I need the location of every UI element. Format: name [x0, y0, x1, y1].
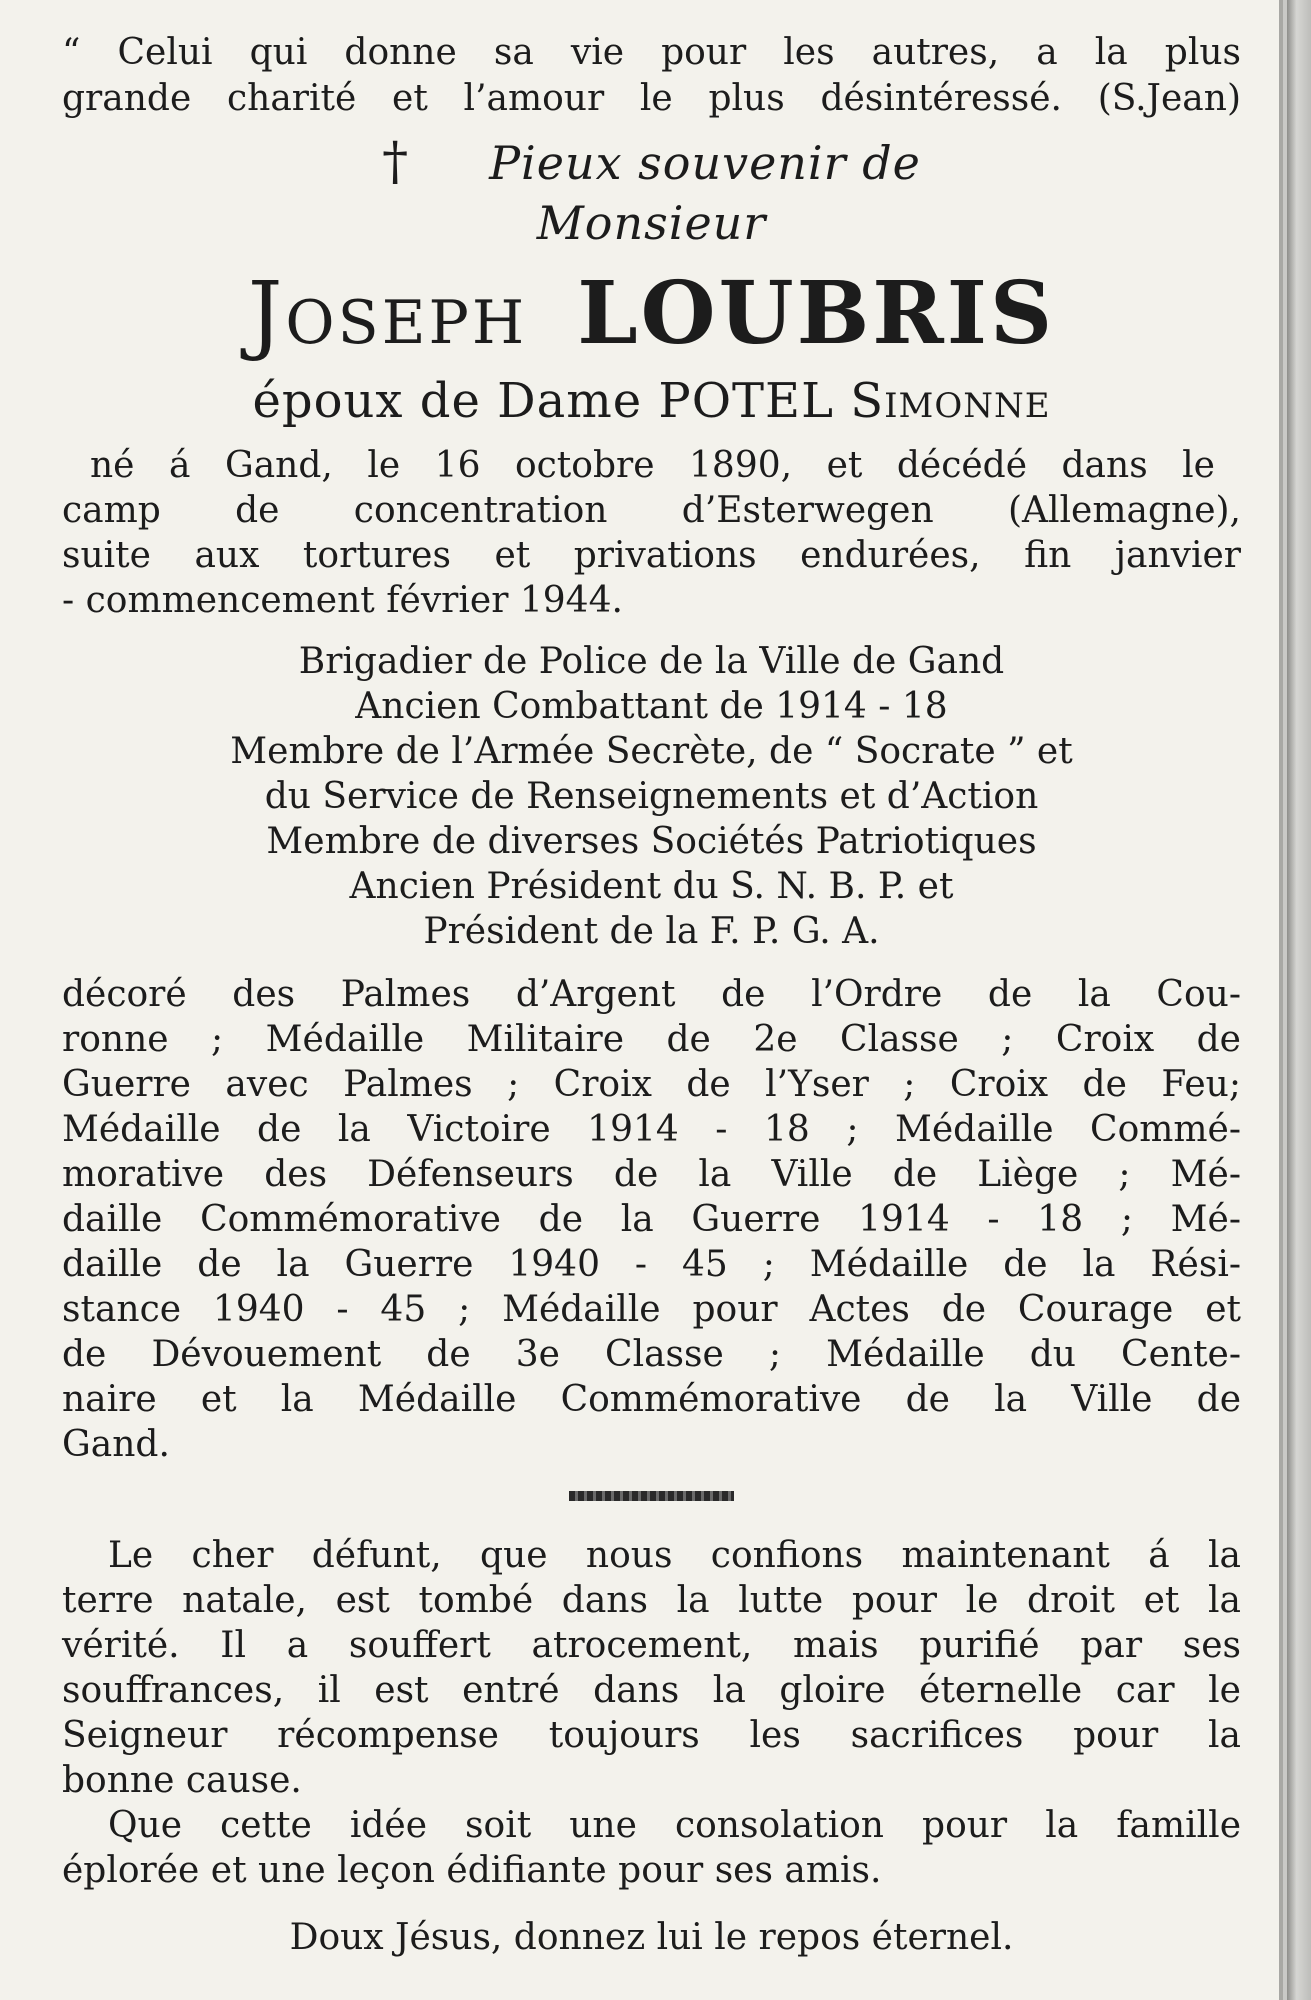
spouse-prefix: époux de Dame [252, 373, 643, 429]
spouse-line [62, 369, 1241, 433]
monsieur-heading: Monsieur [536, 196, 767, 250]
biography-line-1: né á Gand, le 16 octobre 1890, et décédé dans le [90, 445, 1215, 486]
reflection-line: bonne cause. [62, 1760, 302, 1801]
pieux-souvenir-text: Pieux souvenir de [489, 136, 921, 190]
spouse-last-name: POTEL [658, 373, 834, 429]
biography-line-3: suite aux tortures et privations endurées, fin janvier [62, 535, 1241, 576]
title-item: Ancien Président du S. N. B. P. et [349, 866, 954, 907]
title-item: Membre de diverses Sociétés Patriotiques [266, 821, 1037, 862]
title-item: du Service de Renseignements et d’Action [264, 776, 1039, 817]
deceased-name [62, 259, 1241, 369]
epigraph-line-1: “ Celui qui donne sa vie pour les autres, a la plus [62, 32, 1241, 73]
closing-prayer: Doux Jésus, donnez lui le repos éternel. [289, 1917, 1014, 1958]
epigraph-line-2: grande charité et l’amour le plus désintéressé. (S.Jean) [62, 78, 1241, 119]
decorations-line: morative des Défenseurs de la Ville de Liège ; Mé- [62, 1154, 1241, 1195]
decorations-line: de Dévouement de 3e Classe ; Médaille du Cente- [62, 1334, 1241, 1375]
deceased-first-name: Joseph [247, 264, 528, 364]
title-item: Ancien Combattant de 1914 - 18 [355, 686, 948, 727]
decorations-line: daille Commémorative de la Guerre 1914 - 18 ; Mé- [62, 1199, 1241, 1240]
pieux-souvenir-heading [62, 132, 1241, 193]
decorations-line: Guerre avec Palmes ; Croix de l’Yser ; Croix de Feu; [62, 1064, 1241, 1105]
biography-line-2: camp de concentration d’Esterwegen (Allemagne), [62, 490, 1241, 531]
reflection [62, 1533, 1241, 1803]
title-item: Président de la F. P. G. A. [423, 911, 880, 952]
decorations-line: naire et la Médaille Commémorative de la Ville de [62, 1379, 1241, 1420]
epigraph [62, 30, 1241, 122]
card-edge-shadow [1287, 0, 1311, 2000]
title-item: Membre de l’Armée Secrète, de “ Socrate ” et [230, 731, 1073, 772]
ornamental-divider [569, 1491, 734, 1501]
decorations-line: décoré des Palmes d’Argent de l’Ordre de la Cou- [62, 974, 1241, 1015]
reflection-line: vérité. Il a souffert atrocement, mais purifié par ses [62, 1625, 1241, 1666]
decorations-line: ronne ; Médaille Militaire de 2e Classe ; Croix de [62, 1019, 1241, 1060]
reflection-line: Seigneur récompense toujours les sacrifices pour la [62, 1715, 1241, 1756]
biography [62, 443, 1241, 623]
cross-icon: † [382, 132, 410, 192]
consolation-line: éplorée et une leçon édifiante pour ses amis. [62, 1850, 882, 1891]
title-item: Brigadier de Police de la Ville de Gand [298, 641, 1005, 682]
decorations-line: daille de la Guerre 1940 - 45 ; Médaille de la Rési- [62, 1244, 1241, 1285]
spouse-first-name: Simonne [850, 373, 1051, 429]
reflection-line: Le cher défunt, que nous confions maintenant á la [108, 1535, 1241, 1576]
decorations-line: Gand. [62, 1424, 170, 1465]
reflection-line: souffrances, il est entré dans la gloire éternelle car le [62, 1670, 1241, 1711]
consolation-line: Que cette idée soit une consolation pour la famille [108, 1805, 1241, 1846]
biography-line-4: - commencement février 1944. [62, 580, 623, 621]
decorations [62, 972, 1241, 1467]
consolation [62, 1803, 1241, 1893]
reflection-line: terre natale, est tombé dans la lutte pour le droit et la [62, 1580, 1241, 1621]
deceased-last-name: LOUBRIS [577, 263, 1056, 364]
titles-list [62, 639, 1241, 954]
decorations-line: Médaille de la Victoire 1914 - 18 ; Médaille Commé- [62, 1109, 1241, 1150]
decorations-line: stance 1940 - 45 ; Médaille pour Actes de Courage et [62, 1289, 1241, 1330]
